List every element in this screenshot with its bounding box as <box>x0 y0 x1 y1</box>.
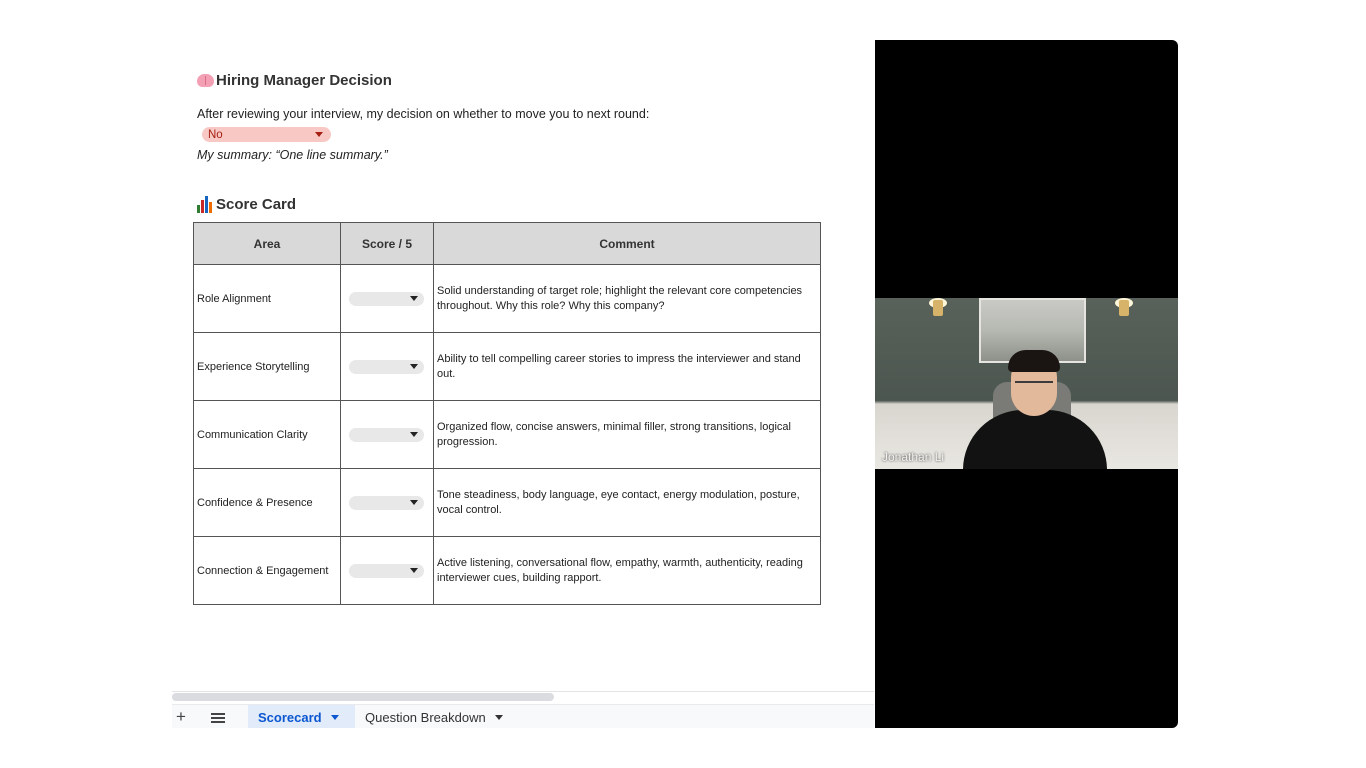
table-row <box>194 469 821 537</box>
area-cell[interactable]: Confidence & Presence <box>194 469 341 537</box>
scorecard-table <box>193 222 821 605</box>
score-cell[interactable] <box>341 401 434 469</box>
participant-video[interactable] <box>875 298 1178 469</box>
wall-lamp <box>933 300 943 316</box>
summary-text: My summary: “One line summary.” <box>197 148 388 162</box>
list-icon[interactable] <box>211 717 225 719</box>
table-row <box>194 265 821 333</box>
score-dropdown[interactable] <box>349 496 424 510</box>
sheet-tab-bar <box>172 704 874 728</box>
table-row <box>194 401 821 469</box>
participant-body <box>963 410 1107 469</box>
column-header-comment[interactable]: Comment <box>434 223 821 265</box>
comment-cell[interactable]: Solid understanding of target role; highlight the relevant core competencies throughout. Why this role? Why this company? <box>434 265 821 333</box>
brain-icon <box>197 74 214 87</box>
chevron-down-icon <box>410 296 418 301</box>
column-header-area[interactable]: Area <box>194 223 341 265</box>
participant-glasses <box>1015 381 1053 390</box>
score-dropdown[interactable] <box>349 292 424 306</box>
comment-cell[interactable]: Organized flow, concise answers, minimal filler, strong transitions, logical progression. <box>434 401 821 469</box>
chevron-down-icon <box>410 500 418 505</box>
decision-dropdown[interactable] <box>202 127 331 142</box>
table-row <box>194 333 821 401</box>
table-row <box>194 537 821 605</box>
add-sheet-icon[interactable]: + <box>176 707 186 726</box>
chevron-down-icon <box>410 432 418 437</box>
spreadsheet-view <box>172 40 874 728</box>
comment-cell[interactable]: Ability to tell compelling career stories to impress the interviewer and stand out. <box>434 333 821 401</box>
score-cell[interactable] <box>341 265 434 333</box>
chevron-down-icon <box>315 132 323 137</box>
decision-heading-text: Hiring Manager Decision <box>216 72 392 89</box>
decision-heading <box>197 72 392 89</box>
participant-name-label: Jonathan Li <box>882 450 945 464</box>
area-cell[interactable]: Connection & Engagement <box>194 537 341 605</box>
decision-value: No <box>208 128 223 141</box>
bar-chart-icon <box>197 196 214 213</box>
scorecard-heading <box>197 196 296 213</box>
chevron-down-icon <box>410 364 418 369</box>
column-header-score[interactable]: Score / 5 <box>341 223 434 265</box>
scorecard-heading-text: Score Card <box>216 196 297 213</box>
decision-prompt: After reviewing your interview, my decision on whether to move you to next round: <box>197 107 650 121</box>
score-cell[interactable] <box>341 469 434 537</box>
tab-scorecard[interactable] <box>248 705 355 728</box>
participant-hair <box>1008 350 1060 372</box>
area-cell[interactable]: Communication Clarity <box>194 401 341 469</box>
score-dropdown[interactable] <box>349 564 424 578</box>
area-cell[interactable]: Experience Storytelling <box>194 333 341 401</box>
tab-question-breakdown[interactable] <box>355 705 503 728</box>
chevron-down-icon[interactable] <box>495 715 503 720</box>
comment-cell[interactable]: Active listening, conversational flow, empathy, warmth, authenticity, reading interviewer cues, building rapport. <box>434 537 821 605</box>
score-dropdown[interactable] <box>349 428 424 442</box>
score-dropdown[interactable] <box>349 360 424 374</box>
video-call-panel <box>875 40 1178 728</box>
area-cell[interactable]: Role Alignment <box>194 265 341 333</box>
chevron-down-icon[interactable] <box>331 715 339 720</box>
tab-label: Question Breakdown <box>365 709 486 725</box>
horizontal-scrollbar-thumb[interactable] <box>172 693 554 701</box>
score-cell[interactable] <box>341 333 434 401</box>
chevron-down-icon <box>410 568 418 573</box>
table-header-row <box>194 223 821 265</box>
tab-label: Scorecard <box>258 709 322 725</box>
comment-cell[interactable]: Tone steadiness, body language, eye contact, energy modulation, posture, vocal control. <box>434 469 821 537</box>
score-cell[interactable] <box>341 537 434 605</box>
wall-lamp <box>1119 300 1129 316</box>
